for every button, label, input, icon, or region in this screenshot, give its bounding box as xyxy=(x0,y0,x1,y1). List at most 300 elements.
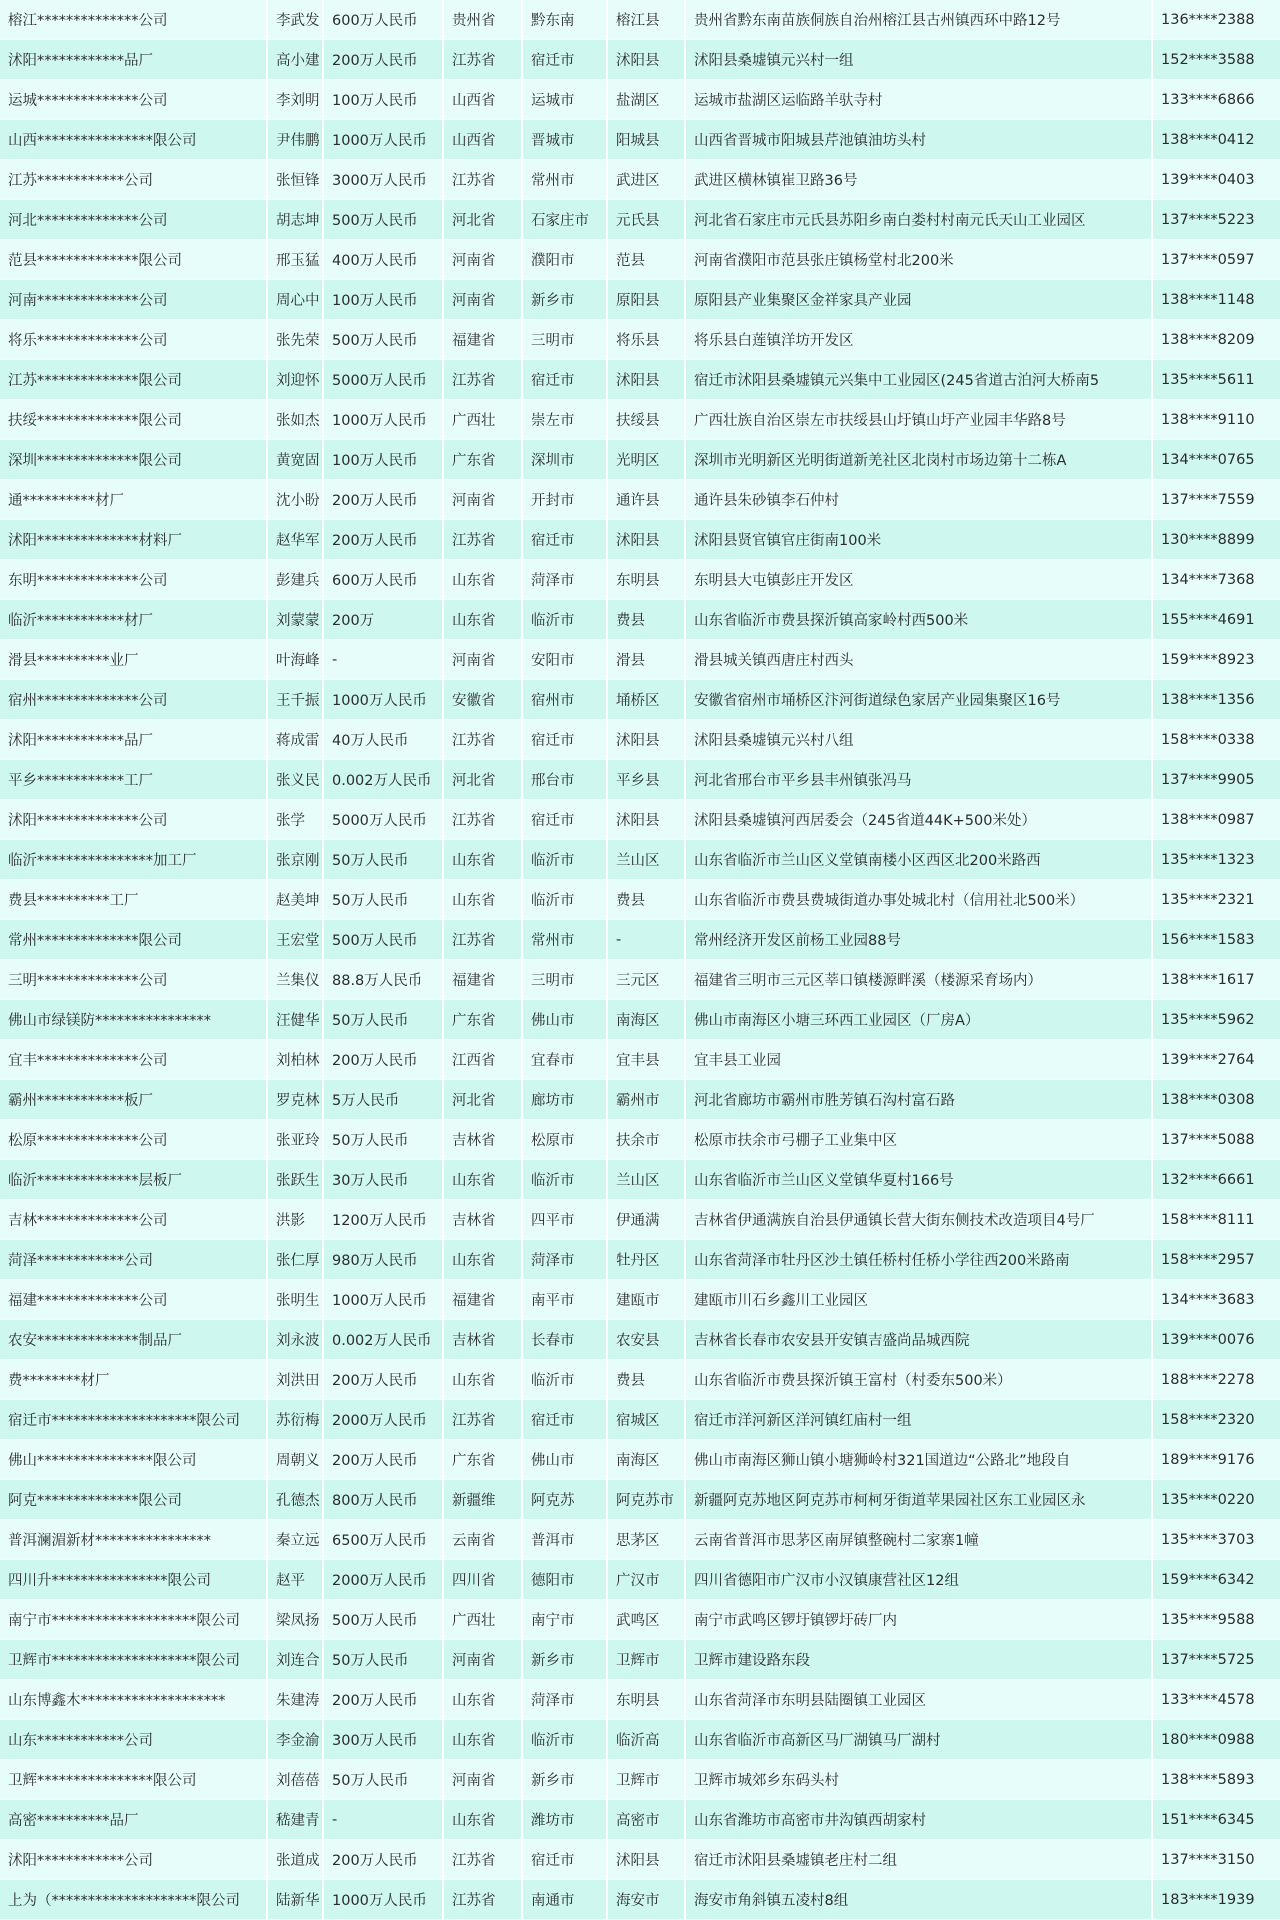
capital-cell: 200万人民币 xyxy=(323,1040,443,1080)
city-cell: 南宁市 xyxy=(522,1600,607,1640)
table-row xyxy=(0,1640,1280,1680)
city-cell: 宿迁市 xyxy=(522,800,607,840)
table-row xyxy=(0,1000,1280,1040)
district-cell: 农安县 xyxy=(607,1320,685,1360)
company-cell: 深圳**************限公司 xyxy=(0,440,267,480)
phone-cell: 138****8209 xyxy=(1152,320,1280,360)
table-row xyxy=(0,1120,1280,1160)
legal-rep-cell: 胡志坤 xyxy=(267,200,323,240)
city-cell: 菏泽市 xyxy=(522,1680,607,1720)
company-cell: 费县**********工厂 xyxy=(0,880,267,920)
city-cell: 新乡市 xyxy=(522,1760,607,1800)
table-row xyxy=(0,1280,1280,1320)
city-cell: 邢台市 xyxy=(522,760,607,800)
company-cell: 江苏************公司 xyxy=(0,160,267,200)
company-cell: 普洱澜湄新材**************** xyxy=(0,1520,267,1560)
capital-cell: 100万人民币 xyxy=(323,80,443,120)
address-cell: 建瓯市川石乡鑫川工业园区 xyxy=(685,1280,1152,1320)
table-row xyxy=(0,1080,1280,1120)
legal-rep-cell: 秦立远 xyxy=(267,1520,323,1560)
company-cell: 沭阳************品厂 xyxy=(0,720,267,760)
table-row xyxy=(0,480,1280,520)
company-cell: 霸州************板厂 xyxy=(0,1080,267,1120)
company-cell: 卫辉市********************限公司 xyxy=(0,1640,267,1680)
legal-rep-cell: 罗克林 xyxy=(267,1080,323,1120)
phone-cell: 130****8899 xyxy=(1152,520,1280,560)
province-cell: 江西省 xyxy=(443,1040,522,1080)
legal-rep-cell: 汪健华 xyxy=(267,1000,323,1040)
legal-rep-cell: 刘蓓蓓 xyxy=(267,1760,323,1800)
table-row xyxy=(0,1240,1280,1280)
capital-cell: 600万人民币 xyxy=(323,560,443,600)
address-cell: 山东省临沂市兰山区义堂镇华夏村166号 xyxy=(685,1160,1152,1200)
district-cell: 临沂高 xyxy=(607,1720,685,1760)
address-cell: 宿迁市沭阳县桑墟镇老庄村二组 xyxy=(685,1840,1152,1880)
company-cell: 通**********材厂 xyxy=(0,480,267,520)
capital-cell: 400万人民币 xyxy=(323,240,443,280)
phone-cell: 189****9176 xyxy=(1152,1440,1280,1480)
legal-rep-cell: 刘迎怀 xyxy=(267,360,323,400)
address-cell: 宜丰县工业园 xyxy=(685,1040,1152,1080)
legal-rep-cell: 周朝义 xyxy=(267,1440,323,1480)
table-row xyxy=(0,600,1280,640)
legal-rep-cell: 张义民 xyxy=(267,760,323,800)
capital-cell: - xyxy=(323,1800,443,1840)
province-cell: 山东省 xyxy=(443,1800,522,1840)
district-cell: 费县 xyxy=(607,1360,685,1400)
address-cell: 武进区横林镇崔卫路36号 xyxy=(685,160,1152,200)
phone-cell: 156****1583 xyxy=(1152,920,1280,960)
phone-cell: 139****0076 xyxy=(1152,1320,1280,1360)
province-cell: 吉林省 xyxy=(443,1320,522,1360)
address-cell: 贵州省黔东南苗族侗族自治州榕江县古州镇西环中路12号 xyxy=(685,0,1152,40)
province-cell: 江苏省 xyxy=(443,40,522,80)
address-cell: 沭阳县桑墟镇元兴村一组 xyxy=(685,40,1152,80)
capital-cell: 1000万人民币 xyxy=(323,120,443,160)
company-cell: 南宁市********************限公司 xyxy=(0,1600,267,1640)
district-cell: 东明县 xyxy=(607,1680,685,1720)
legal-rep-cell: 李刘明 xyxy=(267,80,323,120)
address-cell: 佛山市南海区小塘三环西工业园区（厂房A） xyxy=(685,1000,1152,1040)
city-cell: 菏泽市 xyxy=(522,1240,607,1280)
district-cell: 建瓯市 xyxy=(607,1280,685,1320)
city-cell: 三明市 xyxy=(522,960,607,1000)
district-cell: 伊通满 xyxy=(607,1200,685,1240)
province-cell: 福建省 xyxy=(443,320,522,360)
phone-cell: 135****2321 xyxy=(1152,880,1280,920)
legal-rep-cell: 张道成 xyxy=(267,1840,323,1880)
district-cell: 广汉市 xyxy=(607,1560,685,1600)
phone-cell: 138****9110 xyxy=(1152,400,1280,440)
address-cell: 松原市扶余市弓棚子工业集中区 xyxy=(685,1120,1152,1160)
table-row xyxy=(0,760,1280,800)
phone-cell: 137****3150 xyxy=(1152,1840,1280,1880)
table-row xyxy=(0,960,1280,1000)
province-cell: 山东省 xyxy=(443,1680,522,1720)
address-cell: 山东省临沂市高新区马厂湖镇马厂湖村 xyxy=(685,1720,1152,1760)
province-cell: 河南省 xyxy=(443,280,522,320)
province-cell: 云南省 xyxy=(443,1520,522,1560)
legal-rep-cell: 张恒锋 xyxy=(267,160,323,200)
company-cell: 榕江**************公司 xyxy=(0,0,267,40)
table-row xyxy=(0,1680,1280,1720)
district-cell: 费县 xyxy=(607,600,685,640)
district-cell: 沭阳县 xyxy=(607,1840,685,1880)
district-cell: 沭阳县 xyxy=(607,360,685,400)
province-cell: 江苏省 xyxy=(443,1880,522,1920)
phone-cell: 138****1617 xyxy=(1152,960,1280,1000)
city-cell: 长春市 xyxy=(522,1320,607,1360)
city-cell: 开封市 xyxy=(522,480,607,520)
legal-rep-cell: 张亚玲 xyxy=(267,1120,323,1160)
capital-cell: 5万人民币 xyxy=(323,1080,443,1120)
capital-cell: 0.002万人民币 xyxy=(323,1320,443,1360)
capital-cell: 0.002万人民币 xyxy=(323,760,443,800)
phone-cell: 133****4578 xyxy=(1152,1680,1280,1720)
legal-rep-cell: 王宏堂 xyxy=(267,920,323,960)
city-cell: 新乡市 xyxy=(522,280,607,320)
company-cell: 三明**************公司 xyxy=(0,960,267,1000)
capital-cell: 1000万人民币 xyxy=(323,1280,443,1320)
province-cell: 广西壮 xyxy=(443,400,522,440)
capital-cell: 300万人民币 xyxy=(323,1720,443,1760)
legal-rep-cell: 兰集仪 xyxy=(267,960,323,1000)
phone-cell: 180****0988 xyxy=(1152,1720,1280,1760)
district-cell: 榕江县 xyxy=(607,0,685,40)
table-row xyxy=(0,160,1280,200)
address-cell: 吉林省伊通满族自治县伊通镇长营大街东侧技术改造项目4号厂 xyxy=(685,1200,1152,1240)
city-cell: 四平市 xyxy=(522,1200,607,1240)
capital-cell: 200万人民币 xyxy=(323,40,443,80)
address-cell: 河北省廊坊市霸州市胜芳镇石沟村富石路 xyxy=(685,1080,1152,1120)
capital-cell: - xyxy=(323,640,443,680)
city-cell: 松原市 xyxy=(522,1120,607,1160)
table-row xyxy=(0,680,1280,720)
table-row xyxy=(0,40,1280,80)
address-cell: 运城市盐湖区运临路羊驮寺村 xyxy=(685,80,1152,120)
phone-cell: 138****0412 xyxy=(1152,120,1280,160)
province-cell: 吉林省 xyxy=(443,1200,522,1240)
district-cell: 兰山区 xyxy=(607,1160,685,1200)
address-cell: 宿迁市洋河新区洋河镇红庙村一组 xyxy=(685,1400,1152,1440)
company-cell: 滑县**********业厂 xyxy=(0,640,267,680)
company-cell: 阿克**************限公司 xyxy=(0,1480,267,1520)
district-cell: 阿克苏市 xyxy=(607,1480,685,1520)
table-row xyxy=(0,1200,1280,1240)
company-cell: 临沂************材厂 xyxy=(0,600,267,640)
address-cell: 沭阳县桑墟镇元兴村八组 xyxy=(685,720,1152,760)
legal-rep-cell: 尹伟鹏 xyxy=(267,120,323,160)
city-cell: 临沂市 xyxy=(522,1360,607,1400)
table-row xyxy=(0,1320,1280,1360)
city-cell: 濮阳市 xyxy=(522,240,607,280)
company-cell: 将乐**************公司 xyxy=(0,320,267,360)
phone-cell: 138****5893 xyxy=(1152,1760,1280,1800)
phone-cell: 158****2320 xyxy=(1152,1400,1280,1440)
district-cell: 武鸣区 xyxy=(607,1600,685,1640)
district-cell: 将乐县 xyxy=(607,320,685,360)
capital-cell: 500万人民币 xyxy=(323,1600,443,1640)
capital-cell: 2000万人民币 xyxy=(323,1400,443,1440)
district-cell: 平乡县 xyxy=(607,760,685,800)
province-cell: 江苏省 xyxy=(443,800,522,840)
company-cell: 运城**************公司 xyxy=(0,80,267,120)
province-cell: 山西省 xyxy=(443,80,522,120)
city-cell: 宿迁市 xyxy=(522,360,607,400)
address-cell: 山西省晋城市阳城县芹池镇油坊头村 xyxy=(685,120,1152,160)
capital-cell: 1000万人民币 xyxy=(323,400,443,440)
district-cell: 元氏县 xyxy=(607,200,685,240)
province-cell: 山西省 xyxy=(443,120,522,160)
phone-cell: 132****6661 xyxy=(1152,1160,1280,1200)
phone-cell: 152****3588 xyxy=(1152,40,1280,80)
capital-cell: 88.8万人民币 xyxy=(323,960,443,1000)
capital-cell: 200万人民币 xyxy=(323,520,443,560)
province-cell: 贵州省 xyxy=(443,0,522,40)
table-row xyxy=(0,320,1280,360)
city-cell: 临沂市 xyxy=(522,1720,607,1760)
phone-cell: 137****5223 xyxy=(1152,200,1280,240)
capital-cell: 30万人民币 xyxy=(323,1160,443,1200)
province-cell: 福建省 xyxy=(443,960,522,1000)
province-cell: 河南省 xyxy=(443,240,522,280)
district-cell: 费县 xyxy=(607,880,685,920)
address-cell: 卫辉市建设路东段 xyxy=(685,1640,1152,1680)
capital-cell: 3000万人民币 xyxy=(323,160,443,200)
phone-cell: 158****8111 xyxy=(1152,1200,1280,1240)
company-cell: 佛山****************限公司 xyxy=(0,1440,267,1480)
city-cell: 宜春市 xyxy=(522,1040,607,1080)
legal-rep-cell: 洪影 xyxy=(267,1200,323,1240)
province-cell: 山东省 xyxy=(443,1720,522,1760)
district-cell: 南海区 xyxy=(607,1440,685,1480)
address-cell: 滑县城关镇西唐庄村西头 xyxy=(685,640,1152,680)
company-cell: 福建**************公司 xyxy=(0,1280,267,1320)
capital-cell: 2000万人民币 xyxy=(323,1560,443,1600)
district-cell: 沭阳县 xyxy=(607,520,685,560)
legal-rep-cell: 苏衍梅 xyxy=(267,1400,323,1440)
city-cell: 常州市 xyxy=(522,920,607,960)
capital-cell: 200万人民币 xyxy=(323,1840,443,1880)
district-cell: 范县 xyxy=(607,240,685,280)
legal-rep-cell: 刘柏林 xyxy=(267,1040,323,1080)
address-cell: 南宁市武鸣区锣圩镇锣圩砖厂内 xyxy=(685,1600,1152,1640)
city-cell: 临沂市 xyxy=(522,880,607,920)
legal-rep-cell: 张明生 xyxy=(267,1280,323,1320)
phone-cell: 155****4691 xyxy=(1152,600,1280,640)
legal-rep-cell: 邢玉猛 xyxy=(267,240,323,280)
province-cell: 河北省 xyxy=(443,1080,522,1120)
district-cell: 沭阳县 xyxy=(607,40,685,80)
city-cell: 佛山市 xyxy=(522,1440,607,1480)
phone-cell: 138****0308 xyxy=(1152,1080,1280,1120)
table-row xyxy=(0,1720,1280,1760)
capital-cell: 800万人民币 xyxy=(323,1480,443,1520)
address-cell: 东明县大屯镇彭庄开发区 xyxy=(685,560,1152,600)
phone-cell: 138****1356 xyxy=(1152,680,1280,720)
address-cell: 沭阳县桑墟镇河西居委会（245省道44K+500米处） xyxy=(685,800,1152,840)
company-cell: 河南**************公司 xyxy=(0,280,267,320)
capital-cell: 1200万人民币 xyxy=(323,1200,443,1240)
company-cell: 扶绥**************限公司 xyxy=(0,400,267,440)
company-cell: 上为（********************限公司 xyxy=(0,1880,267,1920)
city-cell: 潍坊市 xyxy=(522,1800,607,1840)
table-row xyxy=(0,1520,1280,1560)
phone-cell: 188****2278 xyxy=(1152,1360,1280,1400)
district-cell: 宜丰县 xyxy=(607,1040,685,1080)
legal-rep-cell: 王千振 xyxy=(267,680,323,720)
capital-cell: 500万人民币 xyxy=(323,200,443,240)
company-cell: 宜丰**************公司 xyxy=(0,1040,267,1080)
legal-rep-cell: 张如杰 xyxy=(267,400,323,440)
phone-cell: 139****2764 xyxy=(1152,1040,1280,1080)
company-cell: 沭阳**************材料厂 xyxy=(0,520,267,560)
company-cell: 宿州**************公司 xyxy=(0,680,267,720)
phone-cell: 137****0597 xyxy=(1152,240,1280,280)
capital-cell: 500万人民币 xyxy=(323,320,443,360)
table-row xyxy=(0,840,1280,880)
city-cell: 晋城市 xyxy=(522,120,607,160)
table-row xyxy=(0,0,1280,40)
city-cell: 普洱市 xyxy=(522,1520,607,1560)
province-cell: 山东省 xyxy=(443,1240,522,1280)
city-cell: 三明市 xyxy=(522,320,607,360)
city-cell: 石家庄市 xyxy=(522,200,607,240)
phone-cell: 138****1148 xyxy=(1152,280,1280,320)
capital-cell: 500万人民币 xyxy=(323,920,443,960)
district-cell: 牡丹区 xyxy=(607,1240,685,1280)
capital-cell: 5000万人民币 xyxy=(323,800,443,840)
company-cell: 江苏**************限公司 xyxy=(0,360,267,400)
phone-cell: 159****8923 xyxy=(1152,640,1280,680)
phone-cell: 183****1939 xyxy=(1152,1880,1280,1920)
company-cell: 常州**************限公司 xyxy=(0,920,267,960)
address-cell: 山东省临沂市费县费城街道办事处城北村（信用社北500米） xyxy=(685,880,1152,920)
province-cell: 广东省 xyxy=(443,1000,522,1040)
table-row xyxy=(0,1560,1280,1600)
legal-rep-cell: 张先荣 xyxy=(267,320,323,360)
company-cell: 四川升****************限公司 xyxy=(0,1560,267,1600)
city-cell: 临沂市 xyxy=(522,840,607,880)
legal-rep-cell: 李武发 xyxy=(267,0,323,40)
capital-cell: 100万人民币 xyxy=(323,280,443,320)
province-cell: 新疆维 xyxy=(443,1480,522,1520)
phone-cell: 151****6345 xyxy=(1152,1800,1280,1840)
city-cell: 深圳市 xyxy=(522,440,607,480)
district-cell: 高密市 xyxy=(607,1800,685,1840)
capital-cell: 40万人民币 xyxy=(323,720,443,760)
city-cell: 宿迁市 xyxy=(522,720,607,760)
legal-rep-cell: 赵华军 xyxy=(267,520,323,560)
province-cell: 山东省 xyxy=(443,880,522,920)
legal-rep-cell: 刘永波 xyxy=(267,1320,323,1360)
capital-cell: 600万人民币 xyxy=(323,0,443,40)
city-cell: 崇左市 xyxy=(522,400,607,440)
table-row xyxy=(0,800,1280,840)
address-cell: 山东省潍坊市高密市井沟镇西胡家村 xyxy=(685,1800,1152,1840)
province-cell: 山东省 xyxy=(443,1160,522,1200)
phone-cell: 135****3703 xyxy=(1152,1520,1280,1560)
capital-cell: 1000万人民币 xyxy=(323,680,443,720)
province-cell: 河南省 xyxy=(443,1760,522,1800)
phone-cell: 158****2957 xyxy=(1152,1240,1280,1280)
company-cell: 临沂**************层板厂 xyxy=(0,1160,267,1200)
table-row xyxy=(0,880,1280,920)
address-cell: 卫辉市城郊乡东码头村 xyxy=(685,1760,1152,1800)
district-cell: 宿城区 xyxy=(607,1400,685,1440)
province-cell: 江苏省 xyxy=(443,920,522,960)
company-cell: 河北**************公司 xyxy=(0,200,267,240)
legal-rep-cell: 沈小盼 xyxy=(267,480,323,520)
company-cell: 临沂****************加工厂 xyxy=(0,840,267,880)
phone-cell: 135****1323 xyxy=(1152,840,1280,880)
legal-rep-cell: 陆新华 xyxy=(267,1880,323,1920)
phone-cell: 136****2388 xyxy=(1152,0,1280,40)
table-row xyxy=(0,200,1280,240)
capital-cell: 200万人民币 xyxy=(323,1440,443,1480)
table-row xyxy=(0,360,1280,400)
legal-rep-cell: 朱建涛 xyxy=(267,1680,323,1720)
capital-cell: 50万人民币 xyxy=(323,1120,443,1160)
phone-cell: 137****5088 xyxy=(1152,1120,1280,1160)
address-cell: 佛山市南海区狮山镇小塘狮岭村321国道边“公路北”地段自 xyxy=(685,1440,1152,1480)
table-row xyxy=(0,1440,1280,1480)
address-cell: 吉林省长春市农安县开安镇吉盛尚品城西院 xyxy=(685,1320,1152,1360)
province-cell: 广东省 xyxy=(443,440,522,480)
district-cell: 埇桥区 xyxy=(607,680,685,720)
district-cell: 兰山区 xyxy=(607,840,685,880)
company-cell: 沭阳************品厂 xyxy=(0,40,267,80)
legal-rep-cell: 张京刚 xyxy=(267,840,323,880)
company-cell: 费********材厂 xyxy=(0,1360,267,1400)
legal-rep-cell: 赵平 xyxy=(267,1560,323,1600)
address-cell: 福建省三明市三元区莘口镇楼源畔溪（楼源采育场内） xyxy=(685,960,1152,1000)
province-cell: 广西壮 xyxy=(443,1600,522,1640)
province-cell: 江苏省 xyxy=(443,1400,522,1440)
city-cell: 德阳市 xyxy=(522,1560,607,1600)
table-row xyxy=(0,1760,1280,1800)
city-cell: 宿迁市 xyxy=(522,40,607,80)
legal-rep-cell: 张仁厚 xyxy=(267,1240,323,1280)
table-row xyxy=(0,80,1280,120)
phone-cell: 135****5962 xyxy=(1152,1000,1280,1040)
address-cell: 山东省菏泽市东明县陆圈镇工业园区 xyxy=(685,1680,1152,1720)
company-cell: 平乡************工厂 xyxy=(0,760,267,800)
province-cell: 江苏省 xyxy=(443,1840,522,1880)
legal-rep-cell: 刘连合 xyxy=(267,1640,323,1680)
address-cell: 通许县朱砂镇李石仲村 xyxy=(685,480,1152,520)
capital-cell: 980万人民币 xyxy=(323,1240,443,1280)
capital-cell: 5000万人民币 xyxy=(323,360,443,400)
address-cell: 海安市角斜镇五凌村8组 xyxy=(685,1880,1152,1920)
phone-cell: 135****0220 xyxy=(1152,1480,1280,1520)
capital-cell: 50万人民币 xyxy=(323,1640,443,1680)
province-cell: 吉林省 xyxy=(443,1120,522,1160)
province-cell: 河南省 xyxy=(443,480,522,520)
address-cell: 新疆阿克苏地区阿克苏市柯柯牙街道苹果园社区东工业园区永 xyxy=(685,1480,1152,1520)
phone-cell: 137****9905 xyxy=(1152,760,1280,800)
city-cell: 运城市 xyxy=(522,80,607,120)
capital-cell: 200万人民币 xyxy=(323,1680,443,1720)
province-cell: 江苏省 xyxy=(443,520,522,560)
phone-cell: 139****0403 xyxy=(1152,160,1280,200)
capital-cell: 100万人民币 xyxy=(323,440,443,480)
company-cell: 佛山市绿镁防**************** xyxy=(0,1000,267,1040)
phone-cell: 137****7559 xyxy=(1152,480,1280,520)
company-cell: 范县**************限公司 xyxy=(0,240,267,280)
capital-cell: 1000万人民币 xyxy=(323,1880,443,1920)
district-cell: - xyxy=(607,920,685,960)
